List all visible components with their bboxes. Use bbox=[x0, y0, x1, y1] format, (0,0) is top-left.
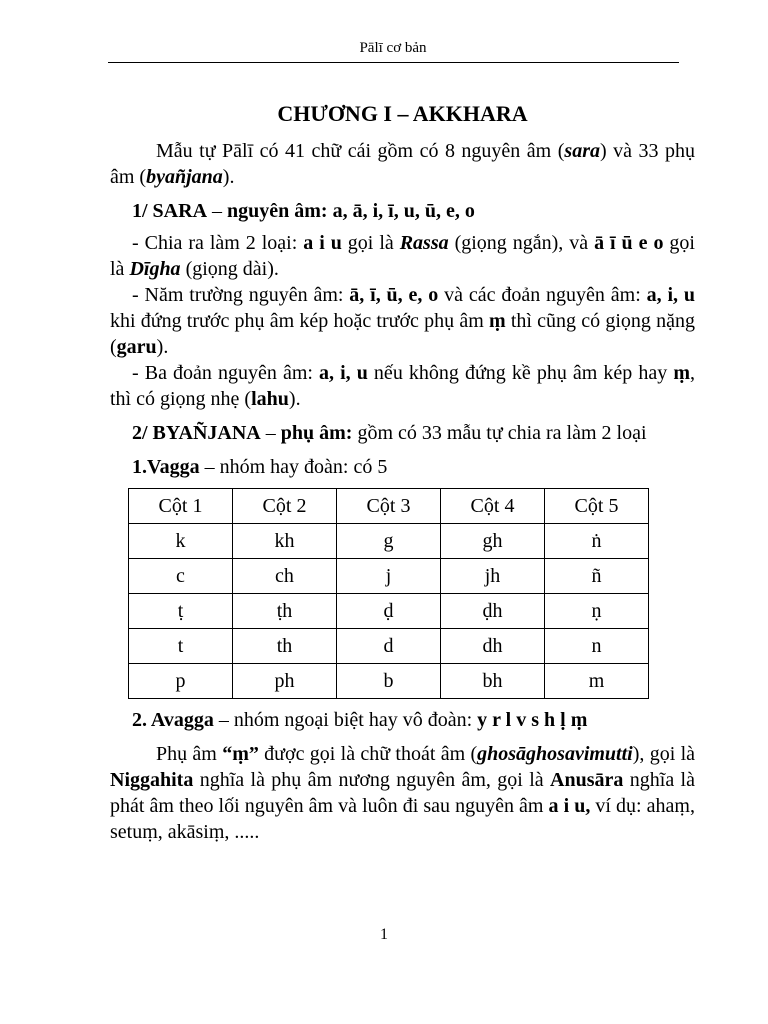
section-sara-label: nguyên âm: bbox=[227, 200, 328, 222]
table-cell: th bbox=[233, 629, 337, 664]
section-byanjana-heading bbox=[110, 420, 695, 446]
table-cell: bh bbox=[441, 664, 545, 699]
section-byanjana-title: 2/ BYAÑJANA bbox=[132, 422, 261, 444]
section-sara-vowels: a, ā, i, ī, u, ū, e, o bbox=[327, 200, 475, 222]
table-cell: ṭ bbox=[129, 594, 233, 629]
niggahita-text-4: nghĩa là phụ âm nương nguyên âm, gọi là bbox=[193, 769, 551, 791]
table-cell: ṇ bbox=[545, 594, 649, 629]
bullet1-text-1: - Chia ra làm 2 loại: bbox=[132, 232, 304, 254]
table-cell: n bbox=[545, 629, 649, 664]
table-cell: jh bbox=[441, 559, 545, 594]
table-cell: kh bbox=[233, 524, 337, 559]
table-header-cell: Cột 5 bbox=[545, 489, 649, 524]
avagga-title: 2. Avagga bbox=[132, 709, 214, 731]
table-cell: gh bbox=[441, 524, 545, 559]
table-cell: b bbox=[337, 664, 441, 699]
niggahita-text-5: nghĩa là phát âm theo lối nguyên âm và luôn đi sau nguyên âm bbox=[110, 769, 695, 817]
term-byanjana: byañjana bbox=[146, 166, 223, 188]
intro-paragraph bbox=[110, 138, 695, 190]
vagga-text: – nhóm hay đoàn: có 5 bbox=[199, 456, 388, 478]
bullet1-text-4: gọi là bbox=[110, 232, 695, 280]
section-byanjana-text: gồm có 33 mẫu tự chia ra làm 2 loại bbox=[352, 422, 647, 444]
table-cell: p bbox=[129, 664, 233, 699]
table-row bbox=[129, 524, 649, 559]
chapter-title: CHƯƠNG I – AKKHARA bbox=[277, 101, 528, 126]
term-ghosaghosavimutti: ghosāghosavimutti bbox=[477, 743, 633, 765]
table-header-cell: Cột 4 bbox=[441, 489, 545, 524]
intro-text-2: ) và 33 phụ âm ( bbox=[110, 140, 695, 188]
page-content bbox=[110, 100, 695, 845]
bullet2-text-3: khi đứng trước phụ âm kép hoặc trước phụ âm bbox=[110, 310, 489, 332]
intro-text-1: Mẫu tự Pālī có 41 chữ cái gồm có 8 nguyên âm ( bbox=[156, 140, 565, 162]
term-digha: Dīgha bbox=[129, 258, 181, 280]
table-cell: dh bbox=[441, 629, 545, 664]
table-cell: ṭh bbox=[233, 594, 337, 629]
bullet1-long-vowels: ā ī ū e o bbox=[594, 232, 664, 254]
table-cell: ḍ bbox=[337, 594, 441, 629]
table-header-cell: Cột 2 bbox=[233, 489, 337, 524]
bullet3-niggahita: ṃ bbox=[673, 362, 691, 384]
term-lahu: lahu bbox=[251, 388, 289, 410]
bullet3-text-3: , thì có giọng nhẹ ( bbox=[110, 362, 696, 410]
niggahita-vowels: a i u, bbox=[548, 795, 591, 817]
table-cell: t bbox=[129, 629, 233, 664]
table-cell: m bbox=[545, 664, 649, 699]
intro-text-3: ). bbox=[222, 166, 235, 188]
table-cell: k bbox=[129, 524, 233, 559]
section-sara-title: 1/ SARA bbox=[132, 200, 208, 222]
avagga-letters: y r l v s h ḷ ṃ bbox=[477, 709, 588, 731]
avagga-heading bbox=[110, 707, 695, 733]
bullet2-long-vowels: ā, ī, ū, e, o bbox=[349, 284, 439, 306]
bullet2-text-5: ). bbox=[156, 336, 169, 358]
bullet3-text-2: nếu không đứng kề phụ âm kép hay bbox=[367, 362, 674, 384]
term-anusara: Anusāra bbox=[550, 769, 624, 791]
table-row bbox=[129, 559, 649, 594]
avagga-text: – nhóm ngoại biệt hay vô đoàn: bbox=[213, 709, 478, 731]
table-cell: ch bbox=[233, 559, 337, 594]
table-cell: g bbox=[337, 524, 441, 559]
bullet2-niggahita: ṃ bbox=[488, 310, 506, 332]
section-byanjana-dash: – bbox=[260, 422, 281, 444]
running-header: Pālī cơ bản bbox=[359, 40, 427, 56]
bullet2-text-1: - Năm trường nguyên âm: bbox=[132, 284, 350, 306]
vagga-heading bbox=[110, 454, 695, 480]
section-byanjana-label: phụ âm: bbox=[280, 422, 353, 444]
niggahita-symbol: “ṃ” bbox=[222, 743, 259, 765]
table-cell: c bbox=[129, 559, 233, 594]
table-row bbox=[129, 629, 649, 664]
bullet3-short-vowels: a, i, u bbox=[319, 362, 368, 384]
bullet1-text-2: gọi là bbox=[341, 232, 400, 254]
page-number: 1 bbox=[380, 926, 388, 943]
bullet-lahu bbox=[110, 360, 695, 412]
table-cell: ḍh bbox=[441, 594, 545, 629]
vagga-table bbox=[128, 488, 649, 699]
niggahita-text-2: được gọi là chữ thoát âm ( bbox=[258, 743, 478, 765]
bullet1-text-5: (giọng dài). bbox=[180, 258, 279, 280]
vagga-title: 1.Vagga bbox=[132, 456, 200, 478]
bullet3-text-4: ). bbox=[288, 388, 301, 410]
term-niggahita: Niggahita bbox=[110, 769, 194, 791]
table-cell: ph bbox=[233, 664, 337, 699]
term-sara: sara bbox=[564, 140, 600, 162]
niggahita-text-1: Phụ âm bbox=[156, 743, 223, 765]
bullet1-short-vowels: a i u bbox=[303, 232, 342, 254]
niggahita-text-6: ví dụ: ahaṃ, setuṃ, akāsiṃ, ..... bbox=[110, 795, 695, 843]
bullet2-short-vowels: a, i, u bbox=[646, 284, 696, 306]
table-cell: ṅ bbox=[545, 524, 649, 559]
bullet2-text-4: thì cũng có giọng nặng ( bbox=[110, 310, 695, 358]
table-row bbox=[129, 594, 649, 629]
table-header-cell: Cột 1 bbox=[129, 489, 233, 524]
term-rassa: Rassa bbox=[399, 232, 449, 254]
niggahita-text-3: ), gọi là bbox=[632, 743, 696, 765]
bullet-rassa-digha bbox=[110, 230, 695, 282]
table-header-row bbox=[129, 489, 649, 524]
bullet3-text-1: - Ba đoản nguyên âm: bbox=[132, 362, 320, 384]
bullet-garu bbox=[110, 282, 695, 360]
term-garu: garu bbox=[116, 336, 157, 358]
table-row bbox=[129, 664, 649, 699]
section-sara-dash: – bbox=[207, 200, 228, 222]
table-cell: j bbox=[337, 559, 441, 594]
bullet2-text-2: và các đoản nguyên âm: bbox=[438, 284, 647, 306]
header-rule bbox=[108, 62, 679, 63]
section-sara-heading bbox=[110, 198, 695, 224]
table-cell: d bbox=[337, 629, 441, 664]
table-cell: ñ bbox=[545, 559, 649, 594]
bullet1-text-3: (giọng ngắn), và bbox=[448, 232, 595, 254]
table-header-cell: Cột 3 bbox=[337, 489, 441, 524]
niggahita-paragraph bbox=[110, 741, 695, 845]
